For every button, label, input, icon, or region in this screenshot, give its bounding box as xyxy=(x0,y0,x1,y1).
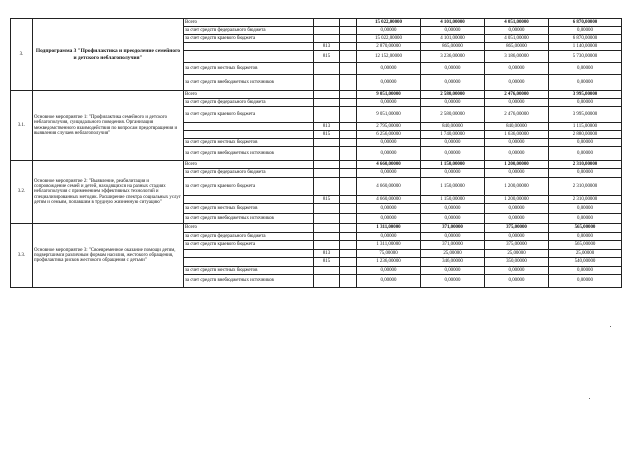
amount-year-3: 2 310,00000 xyxy=(549,161,622,169)
amount-total: 1 311,00000 xyxy=(357,224,421,233)
empty-cell xyxy=(340,233,357,241)
amount-year-3: 1 115,00000 xyxy=(549,123,622,131)
amount-year-3: 2 310,00000 xyxy=(549,178,622,196)
budget-code xyxy=(314,169,340,178)
amount-year-2: 840,00000 xyxy=(485,123,549,131)
amount-total: 0,00000 xyxy=(357,275,421,288)
empty-cell xyxy=(340,107,357,123)
amount-year-2: 0,00000 xyxy=(485,75,549,91)
amount-total: 0,00000 xyxy=(357,139,421,147)
funding-source xyxy=(184,258,314,267)
table-row xyxy=(11,19,622,27)
empty-cell xyxy=(340,91,357,99)
amount-year-1: 0,00000 xyxy=(421,75,485,91)
empty-cell xyxy=(340,43,357,51)
funding-source: за счет средств местных бюджетов xyxy=(184,63,314,75)
amount-year-1: 4 101,00000 xyxy=(421,19,485,27)
budget-code xyxy=(314,63,340,75)
empty-cell xyxy=(340,123,357,131)
budget-table xyxy=(10,18,622,288)
amount-year-2: 0,00000 xyxy=(485,147,549,161)
empty-cell xyxy=(340,131,357,139)
amount-total: 0,00000 xyxy=(357,233,421,241)
budget-code xyxy=(314,91,340,99)
amount-year-1: 1 150,00000 xyxy=(421,178,485,196)
budget-code xyxy=(314,147,340,161)
funding-source: Всего xyxy=(184,224,314,233)
funding-source: за счет средств федерального бюджета xyxy=(184,169,314,178)
amount-year-3: 0,00000 xyxy=(549,147,622,161)
amount-year-3: 2 880,00000 xyxy=(549,131,622,139)
amount-year-3: 0,00000 xyxy=(549,233,622,241)
table-row xyxy=(11,91,622,99)
amount-year-1: 2 580,00000 xyxy=(421,107,485,123)
funding-source: за счет средств краевого бюджета xyxy=(184,107,314,123)
subprogram-title: Подпрограмма 3 "Профилактика и преодоление семейного и детского неблагополучия" xyxy=(33,19,184,91)
funding-source xyxy=(184,123,314,131)
empty-cell xyxy=(340,139,357,147)
amount-year-3: 0,00000 xyxy=(549,63,622,75)
amount-year-1: 0,00000 xyxy=(421,267,485,275)
amount-year-1: 4 101,00000 xyxy=(421,35,485,43)
amount-year-2: 1 636,00000 xyxy=(485,131,549,139)
amount-total: 0,00000 xyxy=(357,147,421,161)
amount-total: 0,00000 xyxy=(357,27,421,35)
amount-year-1: 1 150,00000 xyxy=(421,161,485,169)
amount-total: 4 660,00000 xyxy=(357,196,421,204)
amount-year-2: 4 051,00000 xyxy=(485,19,549,27)
empty-cell xyxy=(340,275,357,288)
amount-year-1: 0,00000 xyxy=(421,63,485,75)
funding-source: за счет средств краевого бюджета xyxy=(184,178,314,196)
empty-cell xyxy=(340,19,357,27)
amount-total: 0,00000 xyxy=(357,99,421,107)
funding-source xyxy=(184,131,314,139)
funding-source: за счет средств местных бюджетов xyxy=(184,139,314,147)
funding-source: за счет средств краевого бюджета xyxy=(184,35,314,43)
amount-total: 2 795,00000 xyxy=(357,123,421,131)
budget-code xyxy=(314,178,340,196)
amount-year-2: 375,00000 xyxy=(485,241,549,250)
budget-code xyxy=(314,214,340,224)
amount-year-1: 3 236,00000 xyxy=(421,51,485,63)
amount-total: 4 660,00000 xyxy=(357,178,421,196)
budget-code xyxy=(314,35,340,43)
amount-year-2: 1 200,00000 xyxy=(485,161,549,169)
empty-cell xyxy=(340,51,357,63)
amount-year-3: 0,00000 xyxy=(549,169,622,178)
empty-cell xyxy=(340,196,357,204)
empty-cell xyxy=(340,224,357,233)
amount-year-3: 565,00000 xyxy=(549,224,622,233)
scan-dot xyxy=(610,326,611,327)
amount-year-3: 0,00000 xyxy=(549,204,622,214)
measure-name: Основное мероприятие 1: "Профилактика семейного и детского неблагополучия, суицидального поведения. Организация межведомственного взаимодействия по вопросам предотвращения и выявления случаев неблагополучия" xyxy=(33,91,184,161)
amount-year-3: 0,00000 xyxy=(549,27,622,35)
empty-cell xyxy=(340,258,357,267)
empty-cell xyxy=(340,169,357,178)
amount-year-2: 0,00000 xyxy=(485,204,549,214)
amount-total: 12 152,00000 xyxy=(357,51,421,63)
budget-code xyxy=(314,224,340,233)
amount-total: 9 051,00000 xyxy=(357,107,421,123)
amount-year-3: 565,00000 xyxy=(549,241,622,250)
amount-year-2: 0,00000 xyxy=(485,169,549,178)
amount-year-2: 0,00000 xyxy=(485,63,549,75)
empty-cell xyxy=(340,241,357,250)
budget-code: 815 xyxy=(314,258,340,267)
empty-cell xyxy=(340,204,357,214)
measure-name: Основное мероприятие 3: "Своевременное оказание помощи детям, подвергшимся различным формам насилия, жестокого обращения, профилактика рисков жестокого обращения с детьми" xyxy=(33,224,184,288)
funding-source: за счет средств местных бюджетов xyxy=(184,267,314,275)
amount-year-3: 3 995,00000 xyxy=(549,107,622,123)
amount-year-1: 840,00000 xyxy=(421,123,485,131)
budget-code xyxy=(314,161,340,169)
amount-year-3: 3 995,00000 xyxy=(549,91,622,99)
amount-total: 9 051,00000 xyxy=(357,91,421,99)
amount-year-1: 0,00000 xyxy=(421,169,485,178)
funding-source: за счет средств внебюджетных источников xyxy=(184,147,314,161)
amount-year-1: 2 580,00000 xyxy=(421,91,485,99)
budget-table-body xyxy=(11,19,622,288)
amount-total: 0,00000 xyxy=(357,267,421,275)
amount-total: 0,00000 xyxy=(357,169,421,178)
amount-total: 6 256,00000 xyxy=(357,131,421,139)
amount-year-2: 2 476,00000 xyxy=(485,91,549,99)
budget-code xyxy=(314,267,340,275)
empty-cell xyxy=(340,178,357,196)
funding-source xyxy=(184,51,314,63)
amount-year-1: 0,00000 xyxy=(421,204,485,214)
amount-year-1: 371,00000 xyxy=(421,241,485,250)
funding-source xyxy=(184,196,314,204)
table-row xyxy=(11,224,622,233)
amount-year-2: 3 186,00000 xyxy=(485,51,549,63)
amount-year-2: 4 051,00000 xyxy=(485,35,549,43)
scan-dot xyxy=(589,398,590,399)
item-number: 3. xyxy=(11,19,33,91)
empty-cell xyxy=(340,63,357,75)
budget-code xyxy=(314,275,340,288)
amount-year-1: 1 740,00000 xyxy=(421,131,485,139)
amount-year-1: 1 150,00000 xyxy=(421,196,485,204)
amount-year-2: 375,00000 xyxy=(485,224,549,233)
amount-year-3: 2 310,00000 xyxy=(549,196,622,204)
amount-year-3: 25,00000 xyxy=(549,250,622,258)
empty-cell xyxy=(340,214,357,224)
amount-year-2: 0,00000 xyxy=(485,233,549,241)
funding-source xyxy=(184,250,314,258)
amount-year-2: 0,00000 xyxy=(485,139,549,147)
amount-year-3: 0,00000 xyxy=(549,99,622,107)
amount-year-1: 0,00000 xyxy=(421,27,485,35)
amount-year-3: 0,00000 xyxy=(549,275,622,288)
amount-year-2: 0,00000 xyxy=(485,27,549,35)
amount-year-1: 346,00000 xyxy=(421,258,485,267)
amount-total: 0,00000 xyxy=(357,63,421,75)
empty-cell xyxy=(340,267,357,275)
funding-source: Всего xyxy=(184,19,314,27)
item-number: 3.1. xyxy=(11,91,33,161)
empty-cell xyxy=(340,27,357,35)
amount-year-3: 6 870,00000 xyxy=(549,19,622,27)
funding-source: за счет средств внебюджетных источников xyxy=(184,214,314,224)
budget-code: 815 xyxy=(314,131,340,139)
empty-cell xyxy=(340,147,357,161)
amount-year-2: 0,00000 xyxy=(485,214,549,224)
budget-code: 815 xyxy=(314,51,340,63)
amount-year-1: 371,00000 xyxy=(421,224,485,233)
empty-cell xyxy=(340,161,357,169)
amount-year-3: 0,00000 xyxy=(549,75,622,91)
amount-year-2: 0,00000 xyxy=(485,267,549,275)
amount-total: 1 311,00000 xyxy=(357,241,421,250)
funding-source: за счет средств федерального бюджета xyxy=(184,27,314,35)
amount-year-3: 0,00000 xyxy=(549,267,622,275)
amount-year-3: 540,00000 xyxy=(549,258,622,267)
amount-year-2: 1 200,00000 xyxy=(485,178,549,196)
amount-total: 1 236,00000 xyxy=(357,258,421,267)
amount-year-2: 2 476,00000 xyxy=(485,107,549,123)
amount-year-2: 350,00000 xyxy=(485,258,549,267)
budget-code xyxy=(314,139,340,147)
budget-code xyxy=(314,204,340,214)
funding-source xyxy=(184,43,314,51)
amount-total: 0,00000 xyxy=(357,214,421,224)
amount-year-2: 25,00000 xyxy=(485,250,549,258)
item-number: 3.3. xyxy=(11,224,33,288)
item-number: 3.2. xyxy=(11,161,33,224)
amount-year-1: 865,00000 xyxy=(421,43,485,51)
amount-year-1: 0,00000 xyxy=(421,139,485,147)
amount-year-2: 865,00000 xyxy=(485,43,549,51)
funding-source: за счет средств федерального бюджета xyxy=(184,233,314,241)
budget-code xyxy=(314,99,340,107)
funding-source: за счет средств федерального бюджета xyxy=(184,99,314,107)
funding-source: за счет средств внебюджетных источников xyxy=(184,75,314,91)
empty-cell xyxy=(340,75,357,91)
budget-code xyxy=(314,107,340,123)
budget-code: 813 xyxy=(314,123,340,131)
amount-total: 0,00000 xyxy=(357,75,421,91)
amount-total: 75,00000 xyxy=(357,250,421,258)
amount-year-1: 0,00000 xyxy=(421,214,485,224)
amount-year-1: 25,00000 xyxy=(421,250,485,258)
budget-code xyxy=(314,233,340,241)
funding-source: Всего xyxy=(184,161,314,169)
amount-total: 15 022,00000 xyxy=(357,19,421,27)
amount-year-2: 0,00000 xyxy=(485,99,549,107)
amount-year-3: 0,00000 xyxy=(549,139,622,147)
amount-year-2: 0,00000 xyxy=(485,275,549,288)
empty-cell xyxy=(340,250,357,258)
budget-code xyxy=(314,75,340,91)
funding-source: за счет средств местных бюджетов xyxy=(184,204,314,214)
empty-cell xyxy=(340,35,357,43)
budget-code: 813 xyxy=(314,43,340,51)
amount-total: 0,00000 xyxy=(357,204,421,214)
budget-code: 813 xyxy=(314,250,340,258)
budget-code: 815 xyxy=(314,196,340,204)
amount-year-1: 0,00000 xyxy=(421,275,485,288)
budget-code xyxy=(314,19,340,27)
budget-code xyxy=(314,241,340,250)
amount-year-3: 6 870,00000 xyxy=(549,35,622,43)
amount-year-3: 5 730,00000 xyxy=(549,51,622,63)
funding-source: за счет средств внебюджетных источников xyxy=(184,275,314,288)
measure-name: Основное мероприятие 2: "Выявление, реабилитация и сопровождение семей и детей, находящихся на разных стадиях неблагополучия с применением эффективных технологий и специализированных методик. Расширение спектра социальных услуг детям и семьям, попавшим в трудную жизненную ситуацию" xyxy=(33,161,184,224)
amount-year-3: 0,00000 xyxy=(549,214,622,224)
amount-year-2: 1 200,00000 xyxy=(485,196,549,204)
amount-total: 2 870,00000 xyxy=(357,43,421,51)
amount-year-1: 0,00000 xyxy=(421,233,485,241)
amount-total: 15 022,00000 xyxy=(357,35,421,43)
budget-code xyxy=(314,27,340,35)
amount-year-1: 0,00000 xyxy=(421,147,485,161)
table-row xyxy=(11,161,622,169)
amount-year-1: 0,00000 xyxy=(421,99,485,107)
funding-source: Всего xyxy=(184,91,314,99)
empty-cell xyxy=(340,99,357,107)
amount-total: 4 660,00000 xyxy=(357,161,421,169)
amount-year-3: 1 140,00000 xyxy=(549,43,622,51)
funding-source: за счет средств краевого бюджета xyxy=(184,241,314,250)
